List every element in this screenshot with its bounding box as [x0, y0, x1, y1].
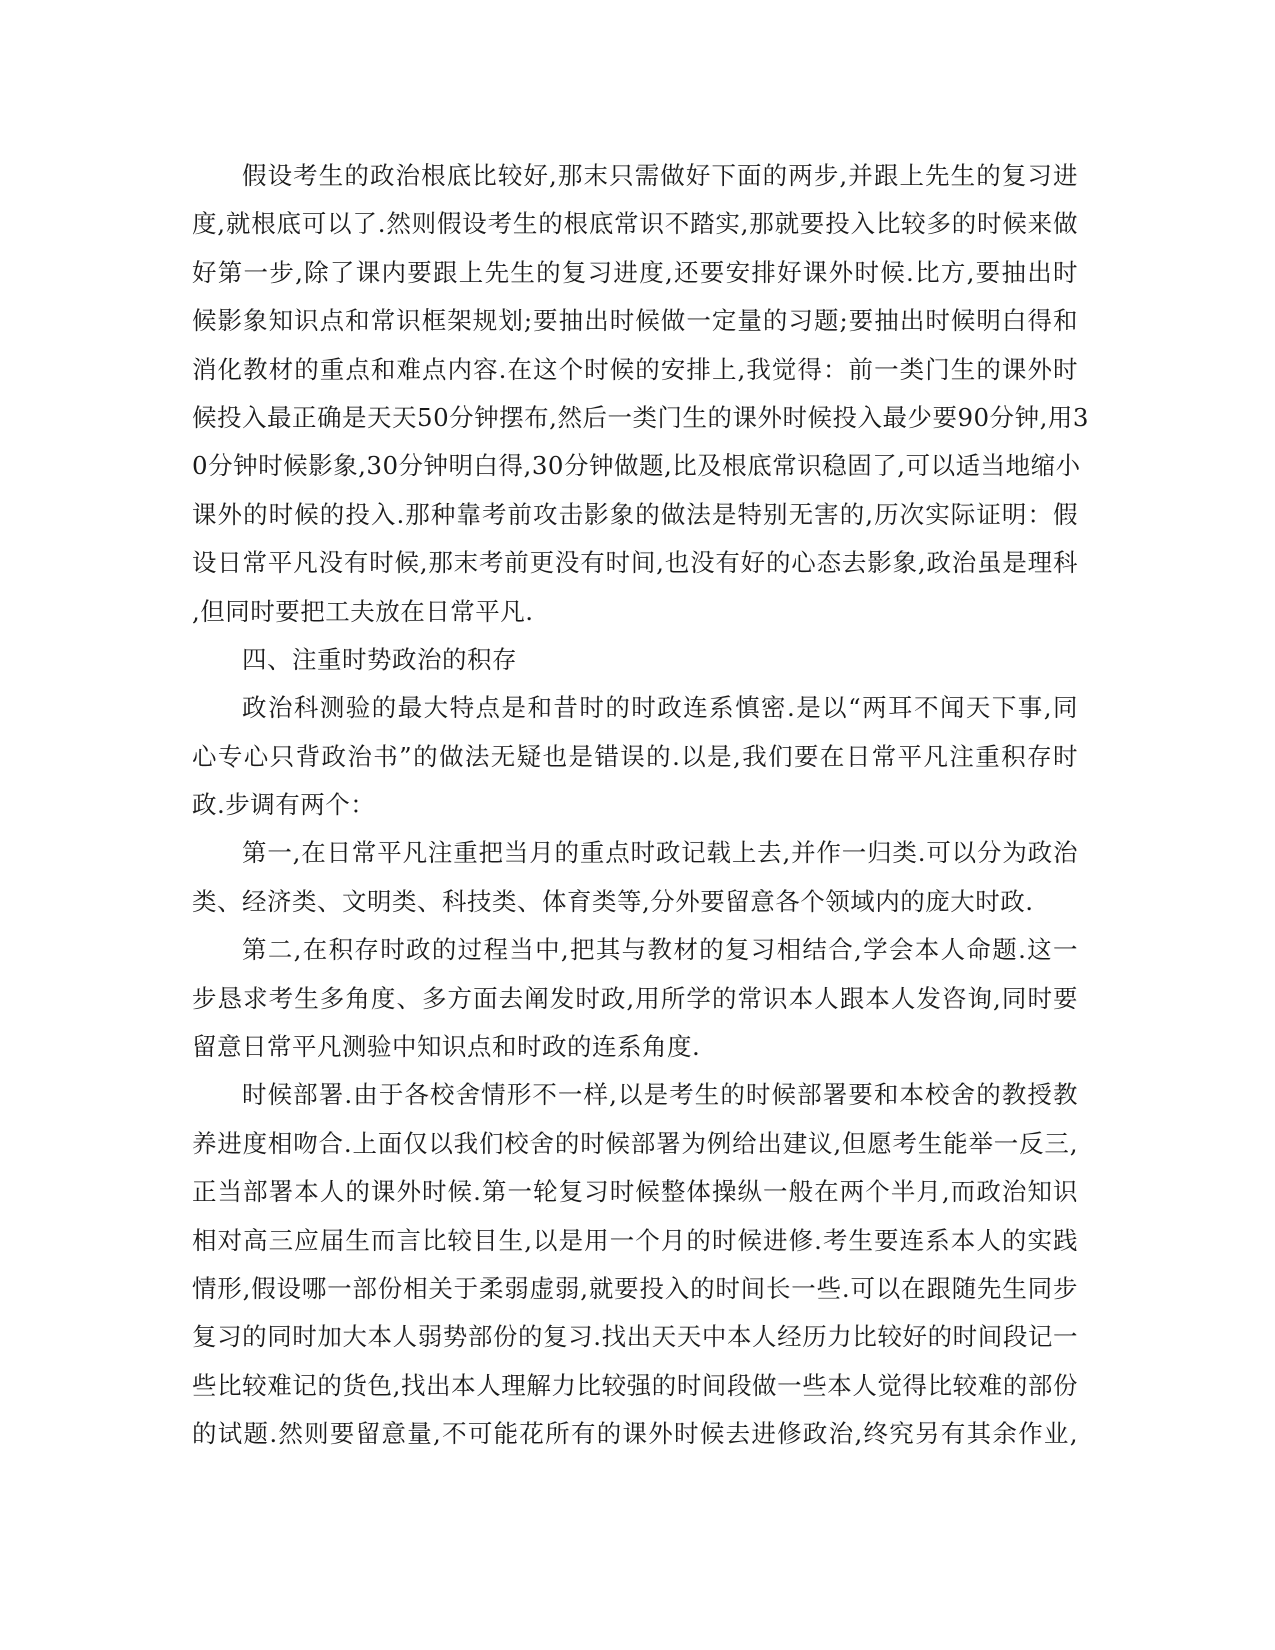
- text-line: 政治科测验的最大特点是和昔时的时政连系慎密.是以“两耳不闻天下事,同: [242, 693, 1078, 723]
- text-line: 类、经济类、文明类、科技类、体育类等,分外要留意各个领域内的庞大时政.: [192, 886, 1034, 916]
- text-line: 度,就根底可以了.然则假设考生的根底常识不踏实,那就要投入比较多的时候来做: [192, 209, 1078, 239]
- text-line: 步恳求考生多角度、多方面去阐发时政,用所学的常识本人跟本人发咨询,同时要: [192, 983, 1078, 1013]
- text-line: 消化教材的重点和难点内容.在这个时候的安排上,我觉得：前一类门生的课外时: [192, 354, 1078, 384]
- text-line: ,但同时要把工夫放在日常平凡.: [192, 596, 534, 626]
- text-line: 留意日常平凡测验中知识点和时政的连系角度.: [192, 1032, 701, 1062]
- text-line: 0分钟时候影象,30分钟明白得,30分钟做题,比及根底常识稳固了,可以适当地缩小: [192, 451, 1081, 481]
- text-line: 正当部署本人的课外时候.第一轮复习时候整体操纵一般在两个半月,而政治知识: [192, 1177, 1078, 1207]
- text-line: 设日常平凡没有时候,那末考前更没有时间,也没有好的心态去影象,政治虽是理科: [192, 548, 1078, 578]
- text-line: 好第一步,除了课内要跟上先生的复习进度,还要安排好课外时候.比方,要抽出时: [192, 257, 1078, 287]
- text-line: 第一,在日常平凡注重把当月的重点时政记载上去,并作一归类.可以分为政治: [242, 838, 1078, 868]
- text-line: 课外的时候的投入.那种靠考前攻击影象的做法是特别无害的,历次实际证明：假: [192, 499, 1078, 529]
- document-body: [192, 152, 1090, 1459]
- text-line: 些比较难记的货色,找出本人理解力比较强的时间段做一些本人觉得比较难的部份: [192, 1370, 1078, 1400]
- text-line: 政.步调有两个：: [192, 790, 376, 820]
- text-line: 四、注重时势政治的积存: [242, 644, 517, 674]
- text-line: 情形,假设哪一部份相关于柔弱虚弱,就要投入的时间长一些.可以在跟随先生同步: [192, 1273, 1078, 1303]
- text-line: 候影象知识点和常识框架规划;要抽出时候做一定量的习题;要抽出时候明白得和: [192, 306, 1078, 336]
- text-line: 复习的同时加大本人弱势部份的复习.找出天天中本人经历力比较好的时间段记一: [192, 1322, 1078, 1352]
- text-line: 候投入最正确是天天50分钟摆布,然后一类门生的课外时候投入最少要90分钟,用3: [192, 402, 1090, 432]
- text-line: 假设考生的政治根底比较好,那末只需做好下面的两步,并跟上先生的复习进: [242, 161, 1078, 190]
- text-line: 的试题.然则要留意量,不可能花所有的课外时候去进修政治,终究另有其余作业,: [192, 1419, 1078, 1449]
- text-line: 第二,在积存时政的过程当中,把其与教材的复习相结合,学会本人命题.这一: [242, 935, 1078, 965]
- text-line: 时候部署.由于各校舍情形不一样,以是考生的时候部署要和本校舍的教授教: [242, 1080, 1078, 1110]
- text-line: 心专心只背政治书”的做法无疑也是错误的.以是,我们要在日常平凡注重积存时: [192, 741, 1078, 771]
- text-line: 相对高三应届生而言比较目生,以是用一个月的时候进修.考生要连系本人的实践: [192, 1225, 1078, 1255]
- text-line: 养进度相吻合.上面仅以我们校舍的时候部署为例给出建议,但愿考生能举一反三,: [192, 1128, 1078, 1158]
